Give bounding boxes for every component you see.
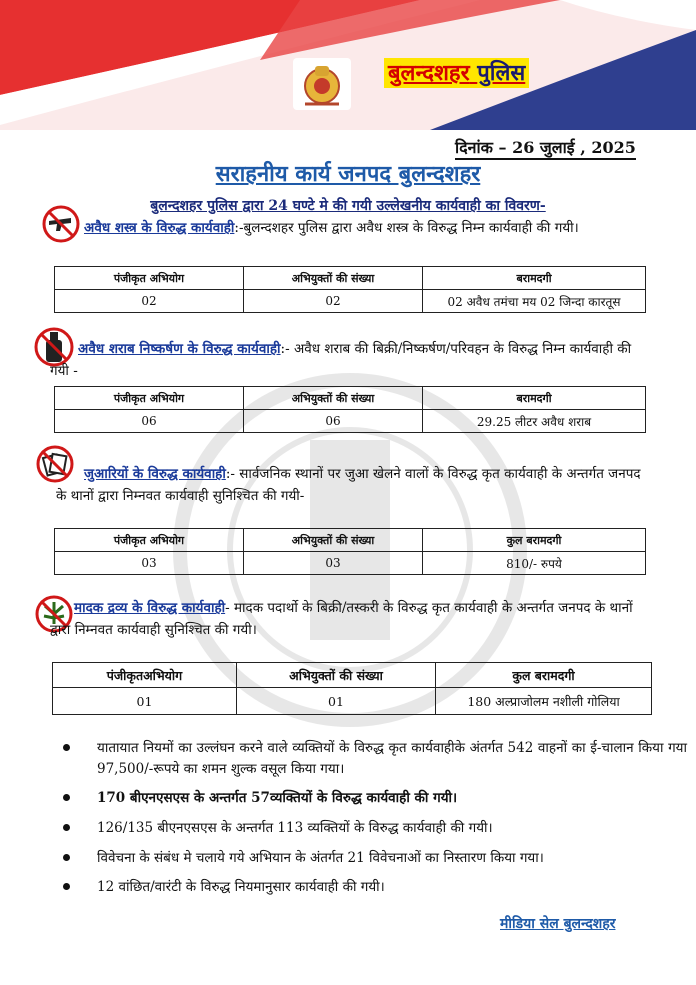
section-liquor-text: अवैध शराब निष्कर्षण के विरुद्ध कार्यवाही:- अवैध शराब की बिक्री/निष्कर्षण/परिवहन के विरुद्ध निम्न कार्यवाही की गयी -: [50, 341, 632, 379]
drug-table: [52, 662, 652, 715]
table-header: कुल बरामदगी: [423, 529, 646, 552]
table-header: कुल बरामदगी: [436, 663, 652, 688]
liquor-table: [54, 386, 646, 433]
table-cell: 03: [244, 552, 423, 575]
table-cell: 01: [53, 688, 237, 715]
footer-signature: मीडिया सेल बुलन्दशहर: [500, 916, 616, 932]
table-cell: 810/- रुपये: [423, 552, 646, 575]
table-header: बरामदगी: [423, 267, 646, 290]
table-header: अभियुक्तों की संख्या: [244, 529, 423, 552]
table-header: पंजीकृत अभियोग: [55, 529, 244, 552]
table-header: पंजीकृत अभियोग: [55, 267, 244, 290]
gambling-table: [54, 528, 646, 575]
header-title: बुलन्दशहर पुलिस: [384, 58, 529, 88]
header-banner: [0, 0, 696, 130]
table-cell: 29.25 लीटर अवैध शराब: [423, 410, 646, 433]
section-arms-text: अवैध शस्त्र के विरुद्ध कार्यवाही:-बुलन्दशहर पुलिस द्वारा अवैध शस्त्र के विरुद्ध निम्न कार्यवाही की गयी।: [84, 220, 579, 236]
table-header: पंजीकृत अभियोग: [55, 387, 244, 410]
section-drug-text: मादक द्रव्य के विरुद्ध कार्यवाही- मादक पदार्थो के बिक्री/तस्करी के विरुद्ध कृत कार्यवाही के अन्तर्गत जनपद के थानों द्वारा निम्नवत कार्यवाही सुनिश्चित की गयी।: [50, 600, 633, 638]
table-header: अभियुक्तों की संख्या: [237, 663, 436, 688]
table-header: पंजीकृतअभियोग: [53, 663, 237, 688]
table-cell: 02: [55, 290, 244, 313]
table-cell: 02: [244, 290, 423, 313]
page-subtitle: बुलन्दशहर पुलिस द्वारा 24 घण्टे मे की गयी उल्लेखनीय कार्यवाही का विवरण-: [150, 198, 546, 214]
table-header: बरामदगी: [423, 387, 646, 410]
table-cell: 180 अल्प्राजोलम नशीली गोलिया: [436, 688, 652, 715]
table-cell: 02 अवैध तमंचा मय 02 जिन्दा कारतूस: [423, 290, 646, 313]
table-cell: 06: [244, 410, 423, 433]
page-title: सराहनीय कार्य जनपद बुलन्दशहर: [215, 161, 481, 187]
table-cell: 03: [55, 552, 244, 575]
section-gambling-text: जुआरियों के विरुद्ध कार्यवाही:- सार्वजनिक स्थानों पर जुआ खेलने वालों के विरुद्ध कृत कार्यवाही के अन्तर्गत जनपद के थानों द्वारा निम्नवत कार्यवाही सुनिश्चित की गयी-: [56, 466, 641, 504]
table-cell: 06: [55, 410, 244, 433]
table-header: अभियुक्तों की संख्या: [244, 387, 423, 410]
report-date: दिनांक – 26 जुलाई , 2025: [455, 136, 636, 160]
arms-table: [54, 266, 646, 313]
table-cell: 01: [237, 688, 436, 715]
police-logo: [293, 58, 351, 110]
table-header: अभियुक्तों की संख्या: [244, 267, 423, 290]
